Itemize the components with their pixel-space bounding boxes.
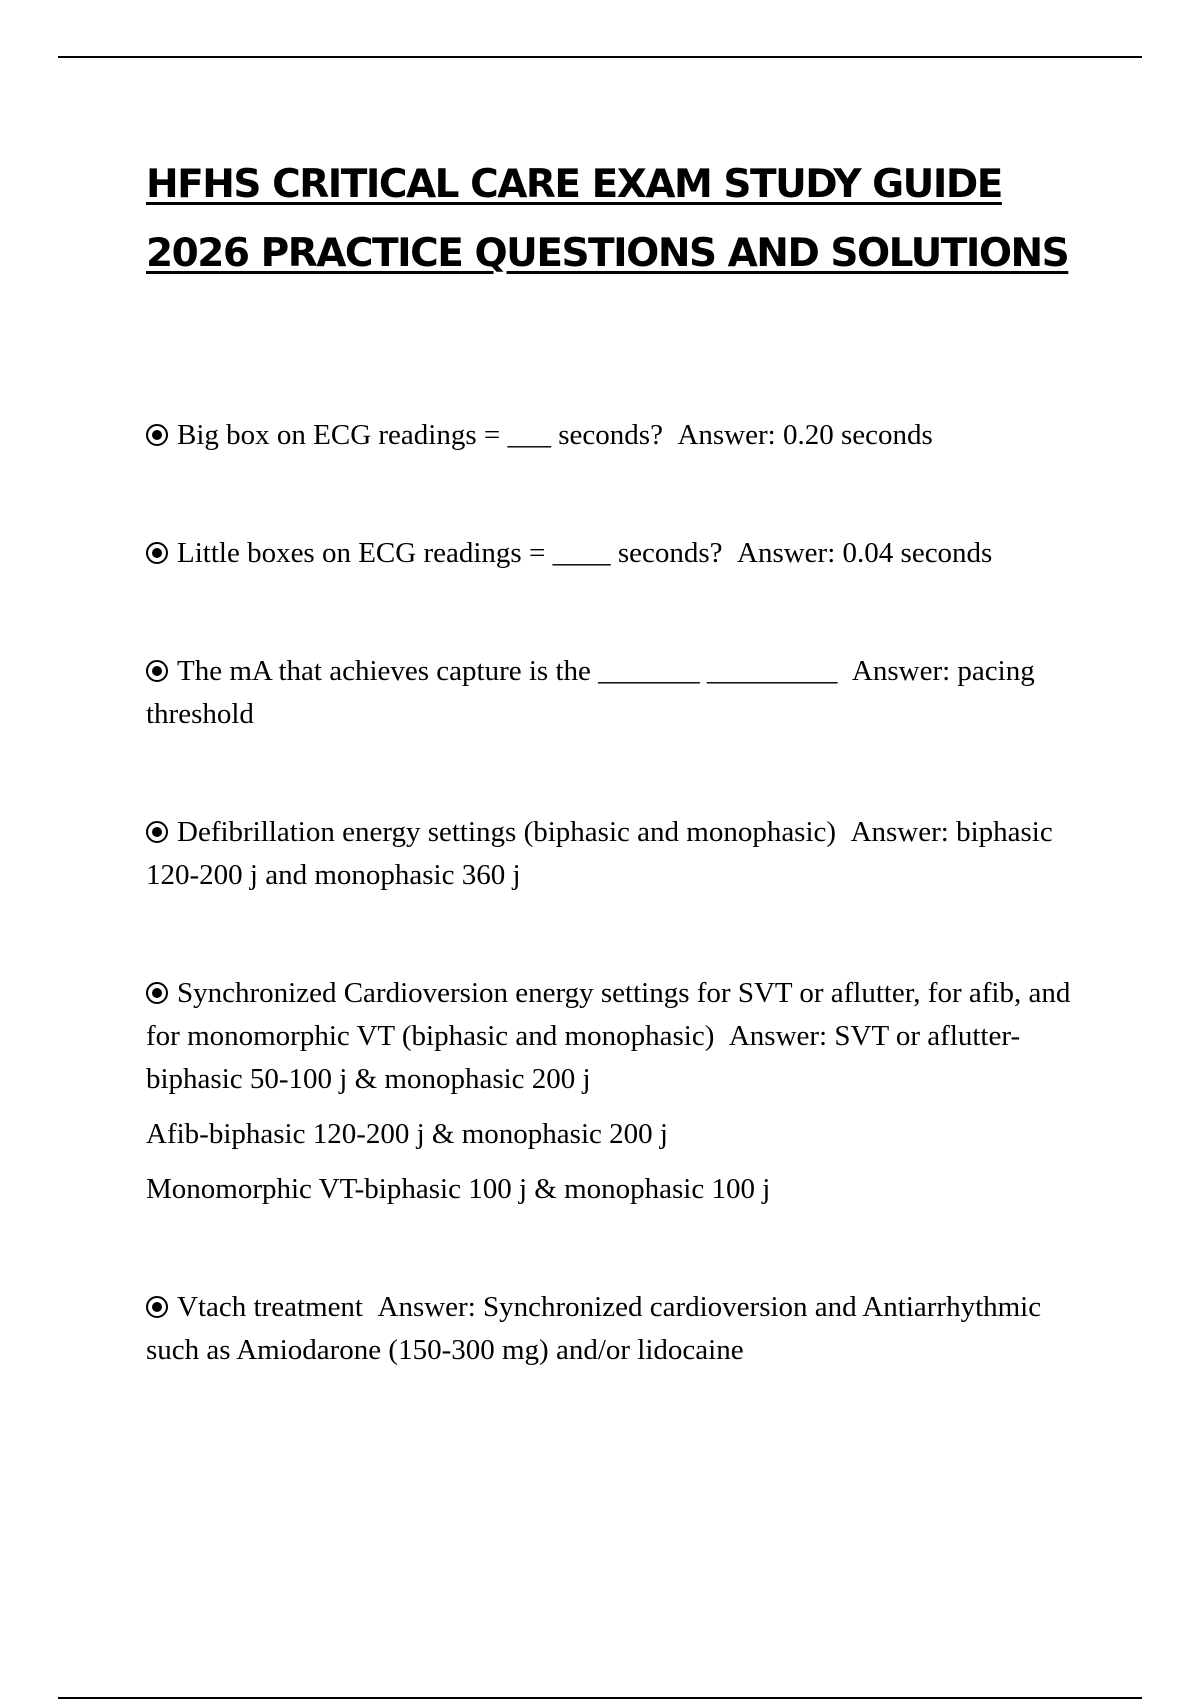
answer-text: SVT or aflutter-biphasic 50-100 j & monophasic 200 j <box>146 1020 1021 1095</box>
qa-item-4 <box>146 811 1086 897</box>
answer-label: Answer: <box>737 537 836 569</box>
top-rule <box>58 56 1142 58</box>
qa-list <box>146 414 1086 1372</box>
answer-label: Answer: <box>677 419 776 451</box>
question-text: Big box on ECG readings = ___ seconds? <box>177 419 663 451</box>
radio-bullet-icon <box>146 424 168 446</box>
answer-extra-line-1: Afib-biphasic 120-200 j & monophasic 200 j <box>146 1118 668 1150</box>
radio-bullet-icon <box>146 542 168 564</box>
radio-bullet-icon <box>146 1296 168 1318</box>
answer-label: Answer: <box>851 655 951 687</box>
qa-item-5 <box>146 972 1086 1101</box>
question-text: Defibrillation energy settings (biphasic and monophasic) <box>177 816 837 848</box>
question-text: Synchronized Cardioversion energy settings for SVT or aflutter, for afib, and for monomorphic VT (biphasic and monophasic) <box>146 977 1071 1052</box>
qa-item-3 <box>146 650 1086 736</box>
answer-text: biphasic 120-200 j and monophasic 360 j <box>146 816 1053 891</box>
question-text: The mA that achieves capture is the _______ _________ <box>177 655 838 687</box>
answer-label: Answer: <box>728 1020 828 1052</box>
answer-text: Synchronized cardioversion and Antiarrhythmic such as Amiodarone (150-300 mg) and/or lidocaine <box>146 1291 1042 1366</box>
answer-label: Answer: <box>850 816 949 848</box>
answer-text: pacing threshold <box>146 655 1035 730</box>
question-text: Little boxes on ECG readings = ____ seconds? <box>177 537 723 569</box>
title-line-2: 2026 PRACTICE QUESTIONS AND SOLUTIONS <box>146 231 1069 276</box>
radio-bullet-icon <box>146 821 168 843</box>
radio-bullet-icon <box>146 660 168 682</box>
radio-bullet-icon <box>146 982 168 1004</box>
answer-text: 0.20 seconds <box>782 419 933 451</box>
qa-item-1 <box>146 414 1086 457</box>
question-text: Vtach treatment <box>177 1291 363 1323</box>
page-title <box>146 150 1106 288</box>
bottom-rule <box>58 1697 1142 1699</box>
title-line-1: HFHS CRITICAL CARE EXAM STUDY GUIDE <box>146 162 1002 207</box>
answer-text: 0.04 seconds <box>842 537 993 569</box>
qa-item-6 <box>146 1286 1086 1372</box>
qa-item-2 <box>146 532 1086 575</box>
answer-extra-line-2: Monomorphic VT-biphasic 100 j & monophasic 100 j <box>146 1173 771 1205</box>
answer-label: Answer: <box>377 1291 476 1323</box>
